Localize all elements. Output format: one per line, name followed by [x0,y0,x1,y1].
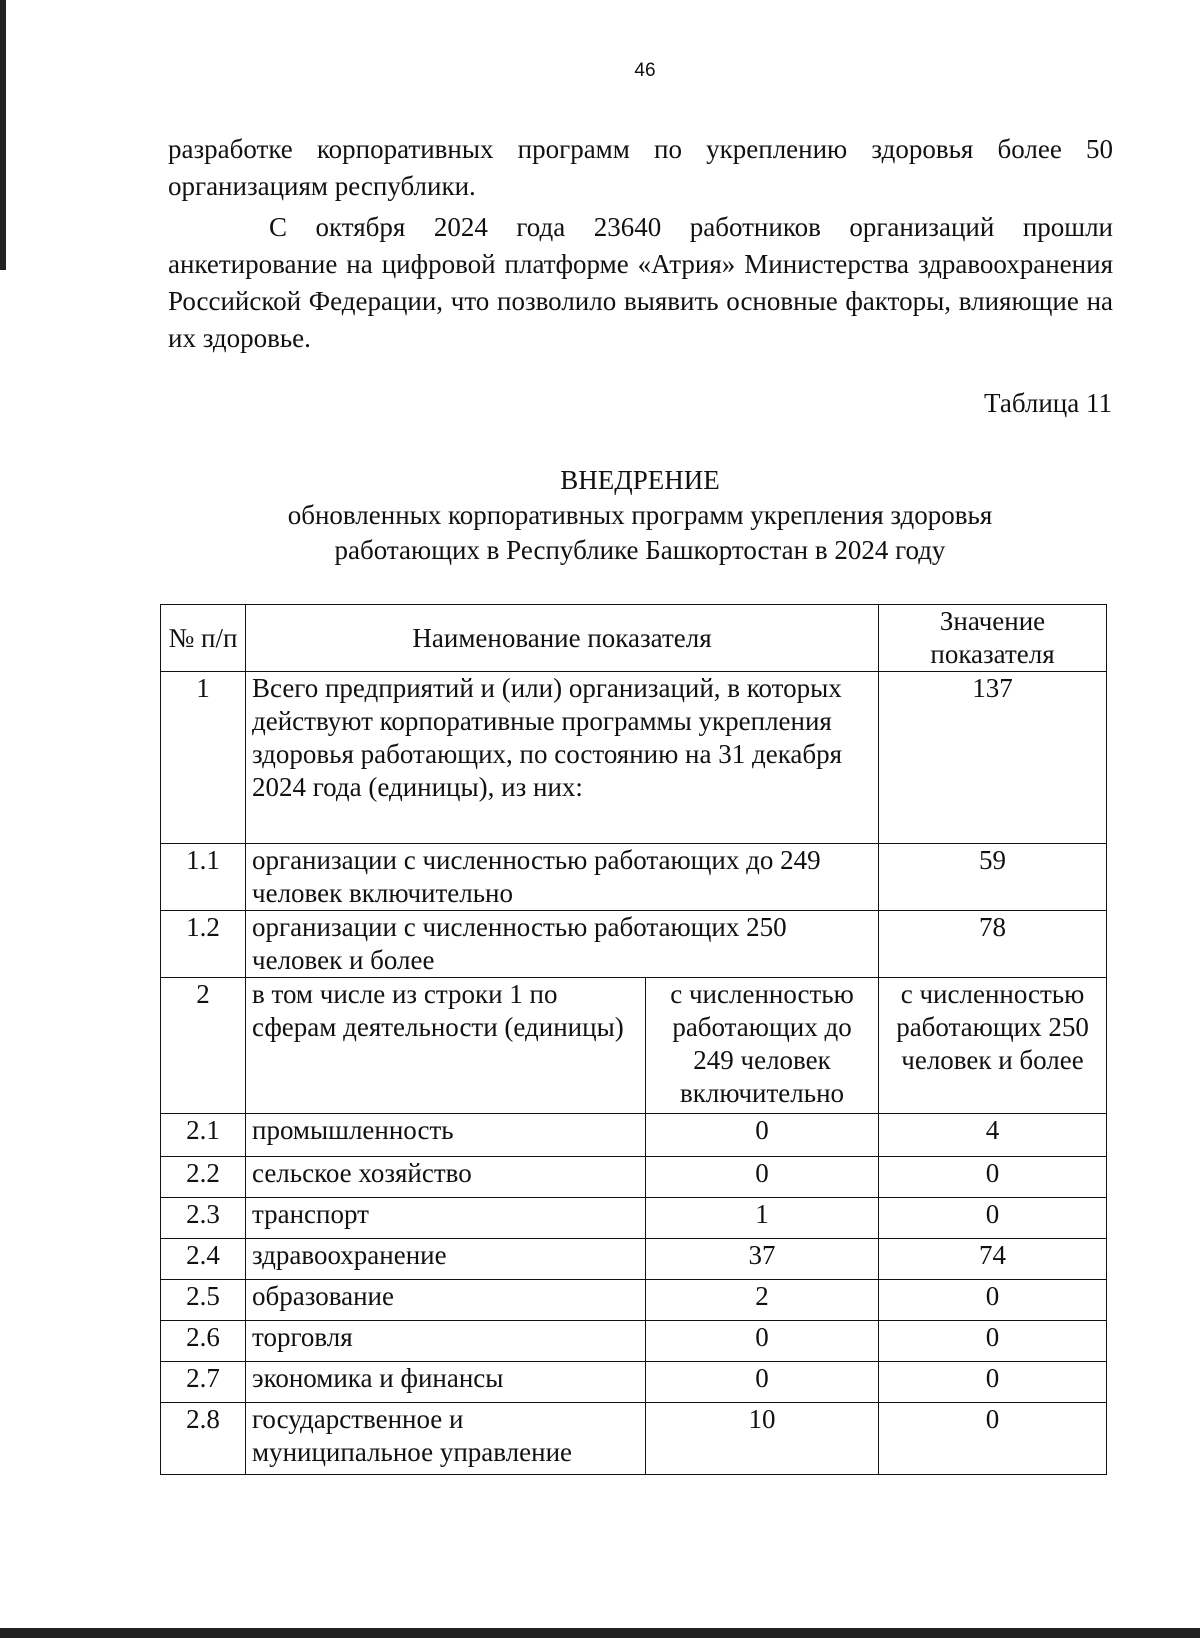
row-num: 2.3 [161,1198,246,1239]
row-large: 0 [879,1362,1107,1403]
row-large: 0 [879,1280,1107,1321]
row-value: 78 [879,911,1107,978]
row-name: промышленность [246,1114,646,1157]
table-row [161,1403,1107,1475]
row-num: 2.6 [161,1321,246,1362]
table-row [161,1157,1107,1198]
row-name: организации с численностью работающих до 249 человек включительно [246,844,879,911]
table-row [161,672,1107,844]
row-num: 2 [161,978,246,1114]
row-small: 1 [646,1198,879,1239]
header-name: Наименование показателя [246,605,879,672]
row-name: торговля [246,1321,646,1362]
row-large: 0 [879,1321,1107,1362]
col-small-header: с численностью работающих до 249 человек включительно [646,978,879,1114]
title-line-2: обновленных корпоративных программ укрепления здоровья [287,500,993,530]
table-row [161,1321,1107,1362]
row-small: 0 [646,1321,879,1362]
table-row [161,844,1107,911]
row-num: 2.4 [161,1239,246,1280]
row-name: в том числе из строки 1 по сферам деятельности (единицы) [246,978,646,1114]
row-num: 2.2 [161,1157,246,1198]
row-large: 0 [879,1157,1107,1198]
row-name: сельское хозяйство [246,1157,646,1198]
col-large-header: с численностью работающих 250 человек и более [879,978,1107,1114]
row-name: организации с численностью работающих 250 человек и более [246,911,879,978]
row-name: экономика и финансы [246,1362,646,1403]
table-row [161,1239,1107,1280]
header-value: Значение показателя [879,605,1107,672]
row-name: здравоохранение [246,1239,646,1280]
title-heading: ВНЕДРЕНИЕ [560,465,720,495]
table-row [161,1198,1107,1239]
row-large: 74 [879,1239,1107,1280]
row-small: 2 [646,1280,879,1321]
row-num: 2.8 [161,1403,246,1475]
row-num: 1 [161,672,246,844]
table-row [161,1362,1107,1403]
row-num: 1.1 [161,844,246,911]
row-small: 10 [646,1403,879,1475]
row-num: 2.5 [161,1280,246,1321]
row-small: 0 [646,1114,879,1157]
table-number: Таблица 11 [984,388,1112,418]
table-row [161,911,1107,978]
row-name: образование [246,1280,646,1321]
table-title [200,463,1080,568]
table-header-row [161,605,1107,672]
row-value: 59 [879,844,1107,911]
table-row-sectors-header [161,978,1107,1114]
row-large: 0 [879,1198,1107,1239]
row-large: 4 [879,1114,1107,1157]
row-large: 0 [879,1403,1107,1475]
table-row [161,1114,1107,1157]
row-name: транспорт [246,1198,646,1239]
table-row [161,1280,1107,1321]
row-small: 0 [646,1362,879,1403]
row-name: Всего предприятий и (или) организаций, в которых действуют корпоративные программы укрепления здоровья работающих, по состоянию на 31 декабря 2024 года (единицы), из них: [246,672,879,844]
row-value: 137 [879,672,1107,844]
title-line-3: работающих в Республике Башкортостан в 2024 году [334,535,946,565]
row-name: государственное и муниципальное управление [246,1403,646,1475]
indicators-table [160,604,1107,1475]
row-num: 2.7 [161,1362,246,1403]
row-num: 1.2 [161,911,246,978]
page-number: 46 [634,60,656,81]
paragraph-1: разработке корпоративных программ по укреплению здоровья более 50 организациям республики. [168,134,1113,201]
row-small: 0 [646,1157,879,1198]
row-num: 2.1 [161,1114,246,1157]
scan-edge-bottom [0,1628,1200,1638]
header-num: № п/п [161,605,246,672]
paragraph-2: С октября 2024 года 23640 работников организаций прошли анкетирование на цифровой платформе «Атрия» Министерства здравоохранения Российской Федерации, что позволило выявить основные факторы, влияющие на их здоровье. [168,212,1113,353]
scan-edge-left [0,0,6,270]
row-small: 37 [646,1239,879,1280]
